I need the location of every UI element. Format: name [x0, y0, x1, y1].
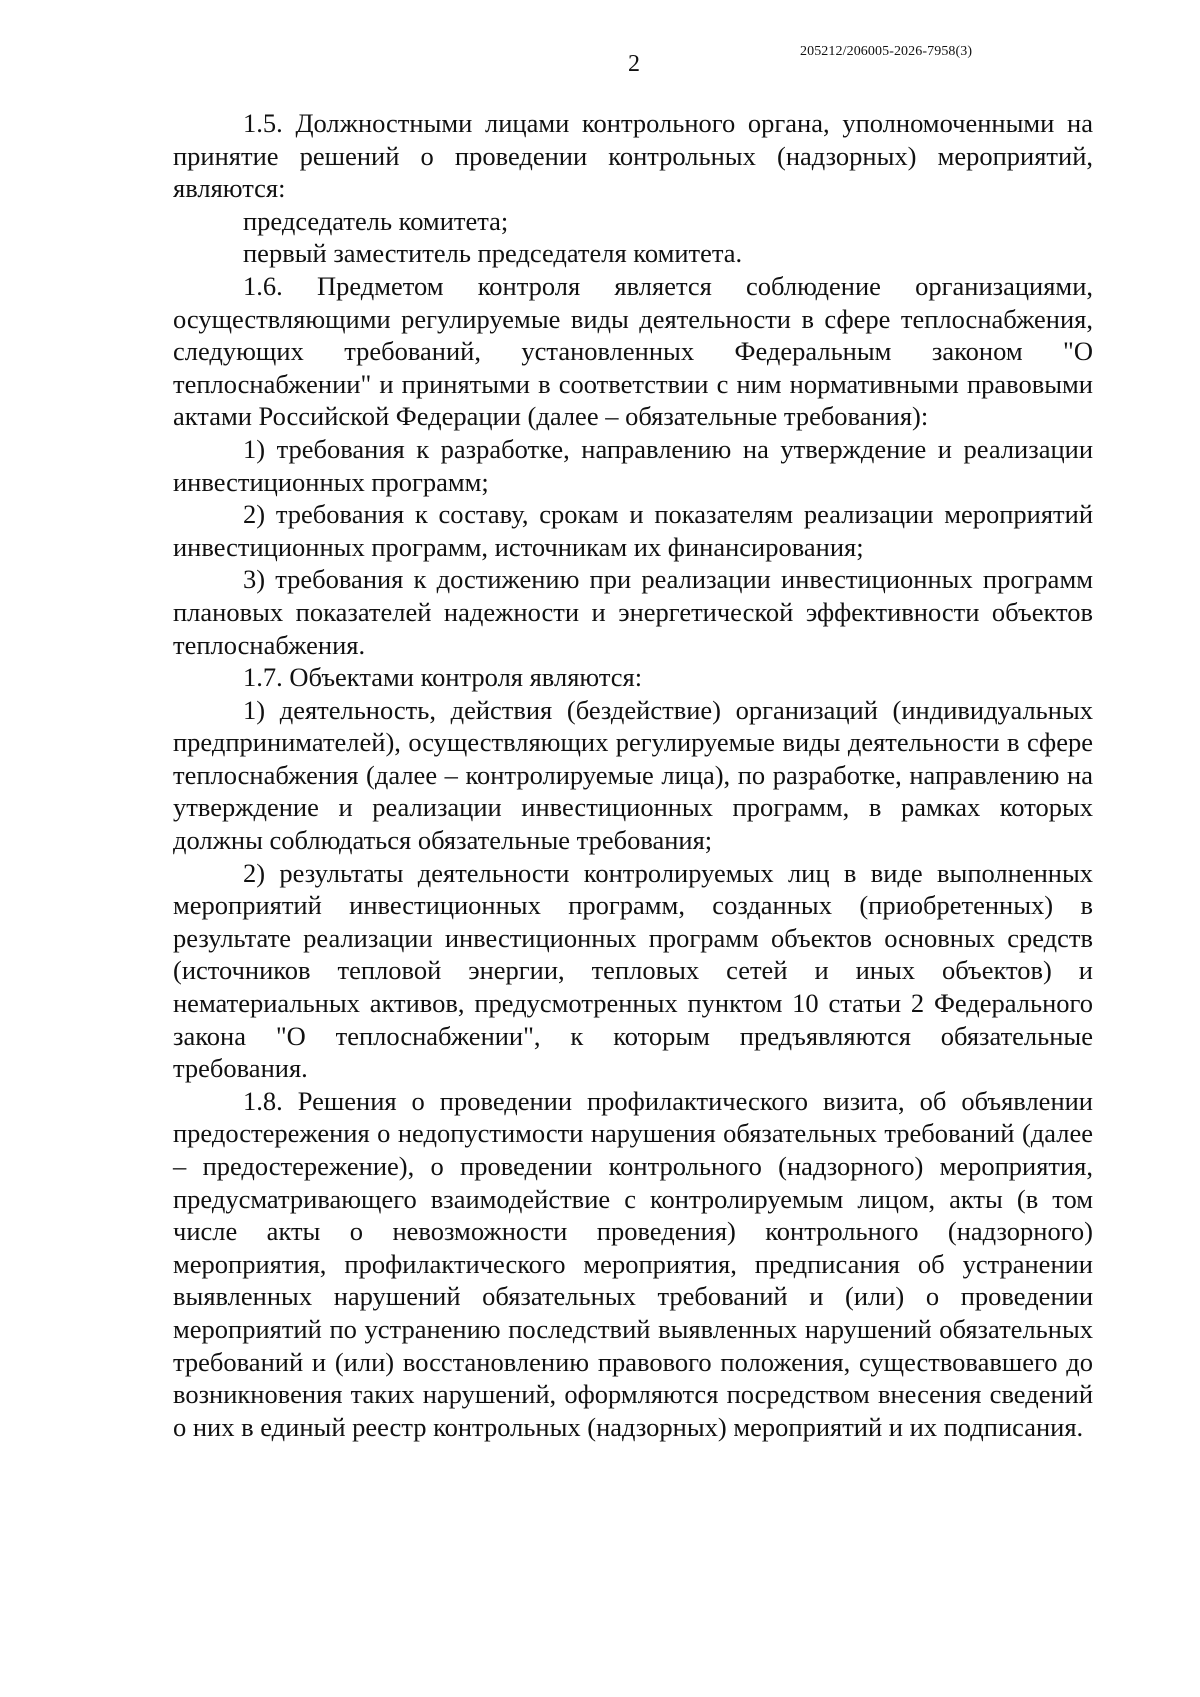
- paragraph-1-7-item-2: 2) результаты деятельности контролируемых лиц в виде выполненных мероприятий инвестиционных программ, созданных (приобретенных) в результате реализации инвестиционных программ объектов основных средств (источников тепловой энергии, тепловых сетей и иных объектов) и нематериальных активов, предусмотренных пунктом 10 статьи 2 Федерального закона "О теплоснабжении", к которым предъявляются обязательные требования.: [173, 857, 1093, 1084]
- page-number: 2: [628, 51, 640, 77]
- paragraph-first-deputy: первый заместитель председателя комитета.: [243, 238, 743, 269]
- paragraph-1-6-item-3: 3) требования к достижению при реализации инвестиционных программ плановых показателей надежности и энергетической эффективности объектов теплоснабжения.: [173, 564, 1093, 660]
- document-id: 205212/206005-2026-7958(3): [800, 44, 973, 59]
- paragraph-1-6: 1.6. Предметом контроля является соблюдение организациями, осуществляющими регулируемые виды деятельности в сфере теплоснабжения, следующих требований, установленных Федеральным законом "О теплоснабжении" и принятыми в соответствии с ним нормативными правовыми актами Российской Федерации (далее – обязательные требования):: [173, 270, 1093, 432]
- paragraph-chairman: председатель комитета;: [243, 205, 509, 236]
- document-body: [173, 107, 1093, 1443]
- paragraph-1-8: 1.8. Решения о проведении профилактического визита, об объявлении предостережения о недопустимости нарушения обязательных требований (далее – предостережение), о проведении контрольного (надзорного) мероприятия, предусматривающего взаимодействие с контролируемым лицом, акты (в том числе акты о невозможности проведения) контрольного (надзорного) мероприятия, профилактического мероприятия, предписания об устранении выявленных нарушений обязательных требований и (или) о проведении мероприятий по устранению последствий выявленных нарушений обязательных требований и (или) восстановлению правового положения, существовавшего до возникновения таких нарушений, оформляются посредством внесения сведений о них в единый реестр контрольных (надзорных) мероприятий и их подписания.: [173, 1085, 1093, 1442]
- paragraph-1-6-item-1: 1) требования к разработке, направлению на утверждение и реализации инвестиционных программ;: [173, 433, 1093, 497]
- paragraph-1-6-item-2: 2) требования к составу, срокам и показателям реализации мероприятий инвестиционных программ, источникам их финансирования;: [173, 499, 1093, 562]
- paragraph-1-5: 1.5. Должностными лицами контрольного органа, уполномоченными на принятие решений о проведении контрольных (надзорных) мероприятий, являются:: [173, 108, 1093, 204]
- paragraph-1-7-item-1: 1) деятельность, действия (бездействие) организаций (индивидуальных предпринимателей), осуществляющих регулируемые виды деятельности в сфере теплоснабжения (далее – контролируемые лица), по разработке, направлению на утверждение и реализации инвестиционных программ, в рамках которых должны соблюдаться обязательные требования;: [173, 694, 1093, 856]
- paragraph-1-7: 1.7. Объектами контроля являются:: [243, 662, 643, 693]
